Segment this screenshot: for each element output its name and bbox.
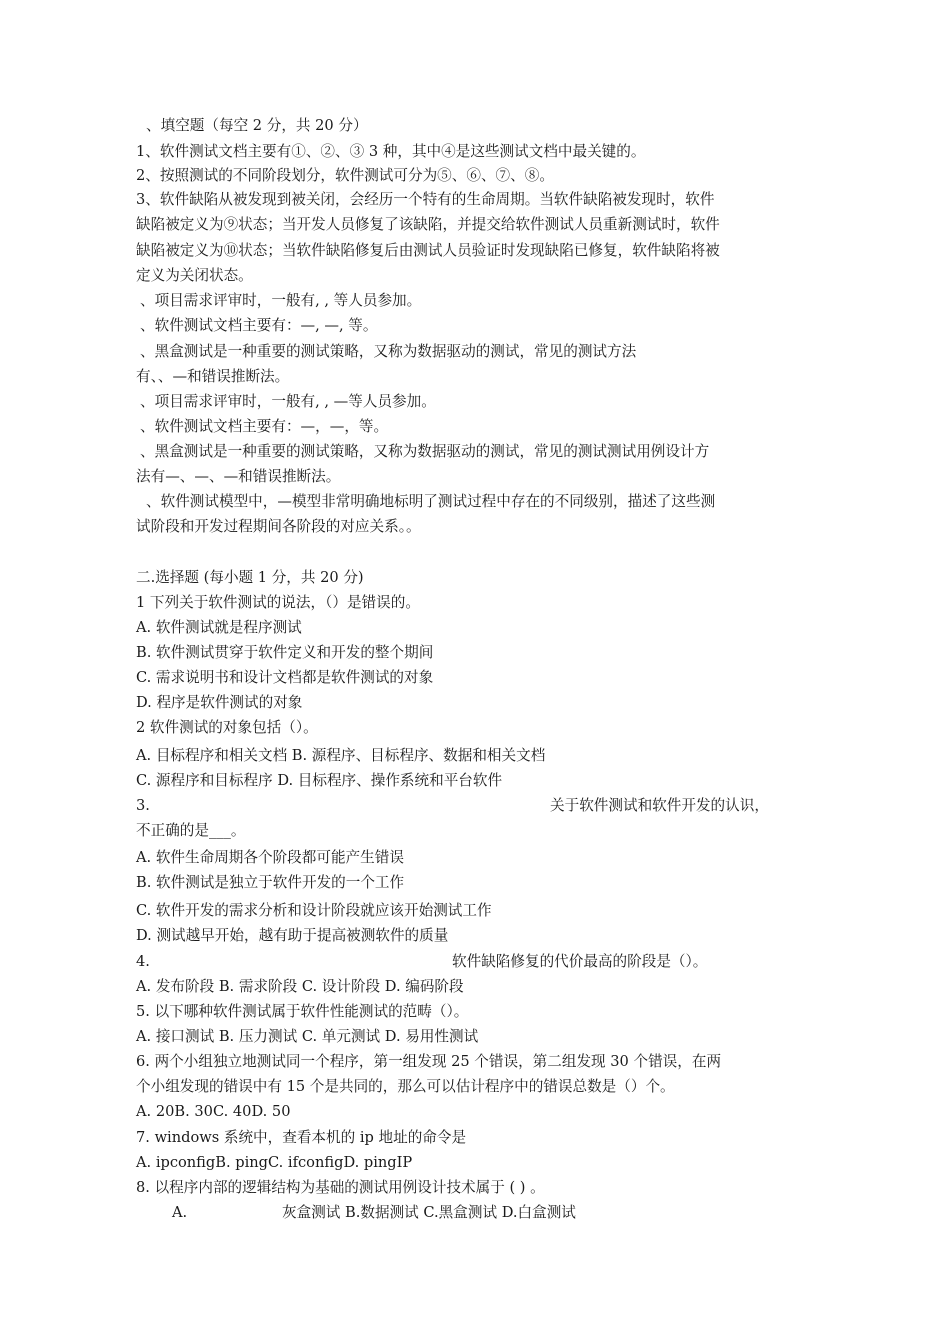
choice-q4-number: 4. [136, 953, 150, 970]
fill-q4: 、项目需求评审时，一般有, , 等人员参加。 [140, 292, 422, 309]
choice-q3-option-d: D. 测试越早开始，越有助于提高被测软件的质量 [136, 927, 449, 944]
choice-q3-option-c: C. 软件开发的需求分析和设计阶段就应该开始测试工作 [136, 902, 492, 919]
fill-q7: 、项目需求评审时，一般有, , —等人员参加。 [140, 393, 436, 410]
fill-q8: 、软件测试文档主要有：—，—，等。 [140, 418, 389, 435]
fill-q9-line1: 、黑盒测试是一种重要的测试策略，又称为数据驱动的测试，常见的测试测试用例设计方 [140, 443, 710, 460]
choice-q1: 1 下列关于软件测试的说法，（）是错误的。 [136, 594, 420, 611]
choice-q6-options: A. 20B. 30C. 40D. 50 [136, 1103, 291, 1120]
choice-q8-option-a-label: A. [172, 1204, 188, 1221]
fill-q10-line2: 试阶段和开发过程期间各阶段的对应关系。。 [136, 518, 421, 535]
choice-q4-text: 软件缺陷修复的代价最高的阶段是（）。 [452, 953, 708, 970]
fill-q9-line2: 法有—、—、—和错误推断法。 [136, 468, 341, 485]
section1-title: 、填空题（每空 2 分，共 20 分） [146, 117, 368, 134]
choice-q3-line2: 不正确的是___。 [136, 822, 246, 839]
choice-q6-line2: 个小组发现的错误中有 15 个是共同的，那么可以估计程序中的错误总数是（）个。 [136, 1078, 675, 1095]
choice-q2-options-cd: C. 源程序和目标程序 D. 目标程序、操作系统和平台软件 [136, 772, 503, 789]
choice-q3-option-b: B. 软件测试是独立于软件开发的一个工作 [136, 874, 405, 891]
choice-q3-text: 关于软件测试和软件开发的认识， [550, 797, 769, 814]
fill-q3-line3: 缺陷被定义为⑩状态；当软件缺陷修复后由测试人员验证时发现缺陷已修复，软件缺陷将被 [136, 242, 720, 259]
fill-q6-line1: 、黑盒测试是一种重要的测试策略，又称为数据驱动的测试，常见的测试方法 [140, 343, 637, 360]
fill-q10-line1: 、软件测试模型中，—模型非常明确地标明了测试过程中存在的不同级别，描述了这些测 [146, 493, 716, 510]
section2-title: 二.选择题 (每小题 1 分，共 20 分) [136, 569, 364, 586]
choice-q1-option-b: B. 软件测试贯穿于软件定义和开发的整个期间 [136, 644, 434, 661]
choice-q6-line1: 6. 两个小组独立地测试同一个程序，第一组发现 25 个错误，第二组发现 30 个错误，在两 [136, 1053, 722, 1070]
choice-q1-option-d: D. 程序是软件测试的对象 [136, 694, 303, 711]
fill-q3-line2: 缺陷被定义为⑨状态；当开发人员修复了该缺陷，并提交给软件测试人员重新测试时，软件 [136, 216, 720, 233]
choice-q1-option-c: C. 需求说明书和设计文档都是软件测试的对象 [136, 669, 434, 686]
choice-q5: 5. 以下哪种软件测试属于软件性能测试的范畴（）。 [136, 1003, 469, 1020]
choice-q7-options: A. ipconfigB. pingC. ifconfigD. pingIP [136, 1154, 413, 1171]
choice-q3-option-a: A. 软件生命周期各个阶段都可能产生错误 [136, 849, 404, 866]
fill-q6-line2: 有、、—和错误推断法。 [136, 368, 290, 385]
fill-q5: 、软件测试文档主要有：—, —, 等。 [140, 317, 378, 334]
choice-q1-option-a: A. 软件测试就是程序测试 [136, 619, 302, 636]
choice-q2-options-ab: A. 目标程序和相关文档 B. 源程序、目标程序、数据和相关文档 [136, 747, 546, 764]
choice-q7: 7. windows 系统中，查看本机的 ip 地址的命令是 [136, 1129, 467, 1146]
fill-q3-line1: 3、软件缺陷从被发现到被关闭，会经历一个特有的生命周期。当软件缺陷被发现时，软件 [136, 191, 715, 208]
fill-q3-line4: 定义为关闭状态。 [136, 267, 253, 284]
choice-q3-number: 3. [136, 797, 150, 814]
choice-q5-options: A. 接口测试 B. 压力测试 C. 单元测试 D. 易用性测试 [136, 1028, 479, 1045]
choice-q4-options: A. 发布阶段 B. 需求阶段 C. 设计阶段 D. 编码阶段 [136, 978, 464, 995]
choice-q2: 2 软件测试的对象包括（）。 [136, 719, 318, 736]
choice-q8-options: 灰盒测试 B.数据测试 C.黑盒测试 D.白盒测试 [282, 1204, 576, 1221]
fill-q2: 2、按照测试的不同阶段划分，软件测试可分为⑤、⑥、⑦、⑧。 [136, 167, 554, 184]
choice-q8: 8. 以程序内部的逻辑结构为基础的测试用例设计技术属于 ( ) 。 [136, 1179, 545, 1196]
fill-q1: 1、软件测试文档主要有①、②、③ 3 种，其中④是这些测试文档中最关键的。 [136, 143, 646, 160]
